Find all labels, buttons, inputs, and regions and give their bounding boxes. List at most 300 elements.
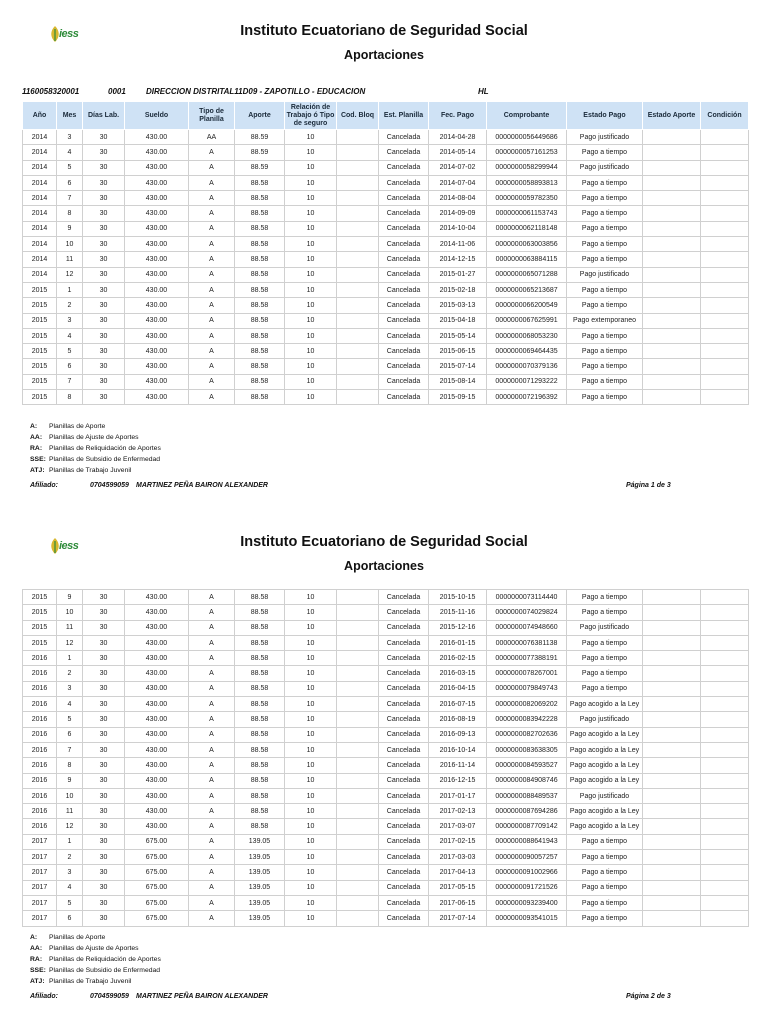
table-cell: 10 xyxy=(285,282,337,297)
table-row xyxy=(23,758,749,773)
table-cell: 2016 xyxy=(23,788,57,803)
table-cell: 3 xyxy=(57,313,83,328)
table-cell: 10 xyxy=(285,237,337,252)
table-cell xyxy=(337,313,379,328)
table-cell: 8 xyxy=(57,758,83,773)
table-cell: Pago a tiempo xyxy=(567,328,643,343)
table-cell: A xyxy=(189,804,235,819)
table-cell: 30 xyxy=(83,328,125,343)
employer-ruc: 1160058320001 xyxy=(22,87,80,96)
table-cell: 6 xyxy=(57,727,83,742)
table-cell: 88.58 xyxy=(235,651,285,666)
table-cell: Cancelada xyxy=(379,758,429,773)
table-cell: 430.00 xyxy=(125,819,189,834)
table-row xyxy=(23,895,749,910)
table-cell: 430.00 xyxy=(125,666,189,681)
table-cell xyxy=(337,206,379,221)
table-cell: Cancelada xyxy=(379,804,429,819)
table-cell: Cancelada xyxy=(379,221,429,236)
table-cell: Cancelada xyxy=(379,666,429,681)
table-cell: A xyxy=(189,911,235,926)
table-cell: 10 xyxy=(285,727,337,742)
table-cell: 2016-10-14 xyxy=(429,742,487,757)
table-cell xyxy=(643,635,701,650)
table-row xyxy=(23,175,749,190)
table-cell xyxy=(337,191,379,206)
column-header: Estado Aporte xyxy=(643,102,701,130)
table-cell: Cancelada xyxy=(379,267,429,282)
table-cell xyxy=(701,221,749,236)
table-cell: 2017 xyxy=(23,834,57,849)
table-cell: 88.58 xyxy=(235,590,285,605)
table-cell: 2015-10-15 xyxy=(429,590,487,605)
table-cell: 88.58 xyxy=(235,175,285,190)
table-cell: Pago a tiempo xyxy=(567,666,643,681)
table-cell xyxy=(701,697,749,712)
page-subtitle: Aportaciones xyxy=(344,559,424,573)
table-cell: 10 xyxy=(285,130,337,145)
table-cell xyxy=(337,298,379,313)
table-cell: 2016 xyxy=(23,773,57,788)
column-header: Aporte xyxy=(235,102,285,130)
table-cell: 430.00 xyxy=(125,651,189,666)
table-cell: Cancelada xyxy=(379,712,429,727)
table-row xyxy=(23,865,749,880)
table-cell xyxy=(643,374,701,389)
table-cell: 88.58 xyxy=(235,605,285,620)
table-cell: Cancelada xyxy=(379,788,429,803)
table-cell: 430.00 xyxy=(125,697,189,712)
table-cell: A xyxy=(189,681,235,696)
legend-item: A: Planillas de Aporte xyxy=(30,934,106,941)
table-cell: A xyxy=(189,390,235,405)
table-cell: 12 xyxy=(57,819,83,834)
affiliate-name: MARTINEZ PEÑA BAIRON ALEXANDER xyxy=(136,993,268,1000)
table-cell: 30 xyxy=(83,267,125,282)
table-cell: 88.58 xyxy=(235,819,285,834)
table-cell: Pago a tiempo xyxy=(567,344,643,359)
table-cell: 0000000073114440 xyxy=(487,590,567,605)
table-cell xyxy=(643,145,701,160)
table-row xyxy=(23,635,749,650)
table-cell: 430.00 xyxy=(125,328,189,343)
table-cell: A xyxy=(189,282,235,297)
table-cell: Cancelada xyxy=(379,175,429,190)
table-row xyxy=(23,206,749,221)
legend-item: ATJ: Planillas de Trabajo Juvenil xyxy=(30,467,132,474)
affiliate-name: MARTINEZ PEÑA BAIRON ALEXANDER xyxy=(136,482,268,489)
affiliate-id: 0704599059 xyxy=(90,993,129,1000)
table-cell: 88.59 xyxy=(235,145,285,160)
table-cell: Pago a tiempo xyxy=(567,282,643,297)
table-cell: 5 xyxy=(57,895,83,910)
table-cell: 2017-03-07 xyxy=(429,819,487,834)
table-cell: 30 xyxy=(83,620,125,635)
table-cell: 88.58 xyxy=(235,681,285,696)
table-cell: 139.05 xyxy=(235,865,285,880)
table-cell: 7 xyxy=(57,374,83,389)
table-cell: Pago a tiempo xyxy=(567,374,643,389)
table-cell: 2015-04-18 xyxy=(429,313,487,328)
table-cell: Cancelada xyxy=(379,697,429,712)
table-cell: 2016-07-15 xyxy=(429,697,487,712)
table-cell: 30 xyxy=(83,865,125,880)
table-cell: 0000000084908746 xyxy=(487,773,567,788)
table-row xyxy=(23,191,749,206)
table-cell: 430.00 xyxy=(125,252,189,267)
table-cell xyxy=(701,160,749,175)
table-cell: 88.59 xyxy=(235,130,285,145)
table-cell xyxy=(337,804,379,819)
table-cell xyxy=(701,175,749,190)
table-cell: 88.58 xyxy=(235,191,285,206)
table-cell: 88.58 xyxy=(235,727,285,742)
table-cell: 0000000083638305 xyxy=(487,742,567,757)
legend-item: AA: Planillas de Ajuste de Aportes xyxy=(30,945,139,952)
table-cell: 2017 xyxy=(23,850,57,865)
table-cell: Cancelada xyxy=(379,130,429,145)
contributions-table-continued xyxy=(22,589,749,927)
table-cell: 9 xyxy=(57,221,83,236)
table-cell: Pago a tiempo xyxy=(567,880,643,895)
table-cell: 0000000087694286 xyxy=(487,804,567,819)
table-cell: 2015 xyxy=(23,344,57,359)
table-cell: 2015 xyxy=(23,620,57,635)
table-cell: 430.00 xyxy=(125,344,189,359)
table-cell xyxy=(643,359,701,374)
table-cell: 2015 xyxy=(23,359,57,374)
table-row xyxy=(23,850,749,865)
table-cell: 1 xyxy=(57,651,83,666)
table-cell: 88.58 xyxy=(235,758,285,773)
table-cell: 10 xyxy=(285,865,337,880)
table-cell: 430.00 xyxy=(125,712,189,727)
table-cell: 30 xyxy=(83,712,125,727)
table-cell: 10 xyxy=(285,788,337,803)
table-cell xyxy=(701,651,749,666)
table-cell: 30 xyxy=(83,834,125,849)
table-cell: 2014 xyxy=(23,267,57,282)
table-cell: Pago a tiempo xyxy=(567,237,643,252)
table-cell: A xyxy=(189,788,235,803)
table-cell xyxy=(337,390,379,405)
table-cell: 430.00 xyxy=(125,681,189,696)
table-cell xyxy=(643,313,701,328)
table-cell: Cancelada xyxy=(379,206,429,221)
table-cell xyxy=(701,605,749,620)
table-cell: 10 xyxy=(285,298,337,313)
table-cell: Pago a tiempo xyxy=(567,590,643,605)
table-cell xyxy=(701,328,749,343)
table-cell: 10 xyxy=(285,651,337,666)
table-cell: Pago a tiempo xyxy=(567,651,643,666)
table-cell: 30 xyxy=(83,880,125,895)
legend xyxy=(30,932,161,987)
table-cell: 2015 xyxy=(23,590,57,605)
table-cell: 30 xyxy=(83,252,125,267)
table-cell: 30 xyxy=(83,773,125,788)
table-cell: A xyxy=(189,742,235,757)
table-cell: 2015-11-16 xyxy=(429,605,487,620)
table-row xyxy=(23,681,749,696)
table-cell: Pago acogido a la Ley xyxy=(567,742,643,757)
table-cell: 0000000079849743 xyxy=(487,681,567,696)
table-cell: 0000000059782350 xyxy=(487,191,567,206)
table-cell: 0000000091002966 xyxy=(487,865,567,880)
table-cell: 2014-04-28 xyxy=(429,130,487,145)
table-cell xyxy=(701,590,749,605)
table-cell: 2016 xyxy=(23,666,57,681)
table-cell: 2014 xyxy=(23,160,57,175)
table-cell: 430.00 xyxy=(125,130,189,145)
table-cell: 2015-06-15 xyxy=(429,344,487,359)
table-cell: Pago acogido a la Ley xyxy=(567,758,643,773)
table-cell xyxy=(337,850,379,865)
table-cell: 30 xyxy=(83,374,125,389)
table-cell: 2014-09-09 xyxy=(429,206,487,221)
page-number: Página 2 de 3 xyxy=(626,993,671,1000)
table-cell: 430.00 xyxy=(125,206,189,221)
table-row xyxy=(23,712,749,727)
table-cell xyxy=(337,635,379,650)
table-cell: 11 xyxy=(57,620,83,635)
table-cell: 2015-08-14 xyxy=(429,374,487,389)
table-cell: 88.58 xyxy=(235,359,285,374)
table-cell xyxy=(337,145,379,160)
table-cell: 10 xyxy=(285,850,337,865)
contributions-table xyxy=(22,101,749,405)
legend-item: SSE: Planillas de Subsidio de Enfermedad xyxy=(30,967,161,974)
table-cell xyxy=(701,237,749,252)
table-cell xyxy=(643,773,701,788)
table-cell: A xyxy=(189,237,235,252)
table-cell xyxy=(701,712,749,727)
table-cell xyxy=(337,681,379,696)
table-cell: 4 xyxy=(57,697,83,712)
table-cell: Pago a tiempo xyxy=(567,895,643,910)
table-cell xyxy=(701,865,749,880)
legend xyxy=(30,421,161,476)
table-cell: 5 xyxy=(57,344,83,359)
employer-code: HL xyxy=(478,87,489,96)
table-cell: 2016-01-15 xyxy=(429,635,487,650)
table-cell xyxy=(643,712,701,727)
table-cell: 30 xyxy=(83,681,125,696)
table-cell: 0000000087709142 xyxy=(487,819,567,834)
table-cell: 430.00 xyxy=(125,620,189,635)
table-cell: 88.59 xyxy=(235,160,285,175)
table-cell: 2016 xyxy=(23,742,57,757)
table-cell: 88.58 xyxy=(235,282,285,297)
table-cell: Pago a tiempo xyxy=(567,221,643,236)
table-cell xyxy=(337,221,379,236)
table-cell: 5 xyxy=(57,712,83,727)
table-cell xyxy=(643,620,701,635)
table-cell: 2016 xyxy=(23,651,57,666)
table-cell xyxy=(701,850,749,865)
table-cell: Cancelada xyxy=(379,191,429,206)
table-cell: A xyxy=(189,267,235,282)
table-cell: A xyxy=(189,865,235,880)
table-cell: 430.00 xyxy=(125,237,189,252)
table-cell: 430.00 xyxy=(125,758,189,773)
table-cell: 430.00 xyxy=(125,590,189,605)
table-cell: 430.00 xyxy=(125,773,189,788)
table-cell: 10 xyxy=(285,758,337,773)
table-cell: 2015 xyxy=(23,328,57,343)
column-header: Días Lab. xyxy=(83,102,125,130)
table-cell: Cancelada xyxy=(379,681,429,696)
table-cell: 139.05 xyxy=(235,911,285,926)
table-cell xyxy=(701,727,749,742)
table-cell: 2014-08-04 xyxy=(429,191,487,206)
table-cell: 430.00 xyxy=(125,221,189,236)
table-cell: 88.58 xyxy=(235,267,285,282)
table-cell: 88.58 xyxy=(235,344,285,359)
table-cell xyxy=(337,788,379,803)
affiliate-label: Afiliado: xyxy=(30,993,58,1000)
table-row xyxy=(23,282,749,297)
table-cell xyxy=(701,834,749,849)
table-cell: A xyxy=(189,206,235,221)
table-cell: 88.58 xyxy=(235,206,285,221)
table-cell xyxy=(643,804,701,819)
table-cell: Cancelada xyxy=(379,374,429,389)
table-cell: 2016-04-15 xyxy=(429,681,487,696)
table-cell: 88.58 xyxy=(235,697,285,712)
table-cell: 2015-02-18 xyxy=(429,282,487,297)
table-cell: 10 xyxy=(285,605,337,620)
table-cell: 430.00 xyxy=(125,145,189,160)
table-cell: 675.00 xyxy=(125,850,189,865)
table-cell: 10 xyxy=(285,191,337,206)
page-subtitle: Aportaciones xyxy=(344,48,424,62)
table-cell: 2015-01-27 xyxy=(429,267,487,282)
table-cell xyxy=(337,359,379,374)
table-cell: Cancelada xyxy=(379,237,429,252)
table-cell: Pago acogido a la Ley xyxy=(567,819,643,834)
table-cell: Pago a tiempo xyxy=(567,681,643,696)
table-row xyxy=(23,298,749,313)
table-cell: 10 xyxy=(285,697,337,712)
table-cell xyxy=(337,130,379,145)
table-cell xyxy=(337,374,379,389)
table-cell: 139.05 xyxy=(235,834,285,849)
table-cell: 2015 xyxy=(23,635,57,650)
table-cell: 675.00 xyxy=(125,865,189,880)
table-cell: 10 xyxy=(285,880,337,895)
table-cell xyxy=(701,145,749,160)
legend-item: RA: Planillas de Reliquidación de Aportes xyxy=(30,445,161,452)
table-cell: 0000000082702636 xyxy=(487,727,567,742)
table-cell: 88.58 xyxy=(235,712,285,727)
table-cell: A xyxy=(189,221,235,236)
table-cell: 10 xyxy=(285,221,337,236)
table-cell: 30 xyxy=(83,160,125,175)
table-cell: 30 xyxy=(83,651,125,666)
table-cell xyxy=(337,344,379,359)
table-cell: A xyxy=(189,359,235,374)
table-cell: 0000000067625991 xyxy=(487,313,567,328)
table-cell: 2015-09-15 xyxy=(429,390,487,405)
table-cell: Cancelada xyxy=(379,819,429,834)
table-cell: Cancelada xyxy=(379,895,429,910)
table-cell: 2014 xyxy=(23,221,57,236)
table-cell: 10 xyxy=(285,374,337,389)
table-row xyxy=(23,742,749,757)
table-cell: Pago extemporaneo xyxy=(567,313,643,328)
table-cell: A xyxy=(189,590,235,605)
table-cell: Pago a tiempo xyxy=(567,175,643,190)
table-cell: 2016 xyxy=(23,819,57,834)
table-cell: Pago a tiempo xyxy=(567,359,643,374)
table-cell: 2016-03-15 xyxy=(429,666,487,681)
page-number: Página 1 de 3 xyxy=(626,482,671,489)
table-cell: A xyxy=(189,758,235,773)
table-cell xyxy=(337,328,379,343)
table-cell: 0000000062118148 xyxy=(487,221,567,236)
table-cell: A xyxy=(189,191,235,206)
table-cell: 0000000056449686 xyxy=(487,130,567,145)
table-cell: 30 xyxy=(83,727,125,742)
table-cell xyxy=(643,850,701,865)
legend-item: SSE: Planillas de Subsidio de Enfermedad xyxy=(30,456,161,463)
employer-name: DIRECCION DISTRITAL11D09 - ZAPOTILLO - EDUCACION xyxy=(146,87,366,96)
table-cell: A xyxy=(189,252,235,267)
table-cell: 0000000065213687 xyxy=(487,282,567,297)
table-cell: 2017-04-13 xyxy=(429,865,487,880)
table-cell: Cancelada xyxy=(379,620,429,635)
table-cell: 10 xyxy=(285,819,337,834)
table-cell: 88.58 xyxy=(235,237,285,252)
table-cell: 10 xyxy=(285,359,337,374)
table-cell: 6 xyxy=(57,911,83,926)
table-cell: 2017-01-17 xyxy=(429,788,487,803)
table-row xyxy=(23,160,749,175)
table-cell xyxy=(643,819,701,834)
table-row xyxy=(23,804,749,819)
table-cell: 2016 xyxy=(23,758,57,773)
table-cell: 0000000074948660 xyxy=(487,620,567,635)
table-row xyxy=(23,834,749,849)
table-row xyxy=(23,605,749,620)
table-cell: AA xyxy=(189,130,235,145)
table-cell: 675.00 xyxy=(125,895,189,910)
table-cell: 10 xyxy=(285,145,337,160)
table-cell xyxy=(701,282,749,297)
table-cell: Pago acogido a la Ley xyxy=(567,697,643,712)
table-cell xyxy=(643,390,701,405)
table-cell: Cancelada xyxy=(379,344,429,359)
table-cell: 2017 xyxy=(23,865,57,880)
table-cell: 2014 xyxy=(23,145,57,160)
table-cell xyxy=(337,911,379,926)
table-cell: 2014 xyxy=(23,206,57,221)
table-cell: 2017 xyxy=(23,911,57,926)
table-cell xyxy=(643,328,701,343)
table-row xyxy=(23,788,749,803)
table-cell: 2015-12-16 xyxy=(429,620,487,635)
column-header: Cod. Bloq xyxy=(337,102,379,130)
table-cell: 430.00 xyxy=(125,374,189,389)
table-cell xyxy=(643,758,701,773)
table-cell xyxy=(643,175,701,190)
table-cell: 2014-07-04 xyxy=(429,175,487,190)
table-cell: Cancelada xyxy=(379,252,429,267)
table-cell: 30 xyxy=(83,742,125,757)
table-row xyxy=(23,697,749,712)
table-cell: 0000000069464435 xyxy=(487,344,567,359)
